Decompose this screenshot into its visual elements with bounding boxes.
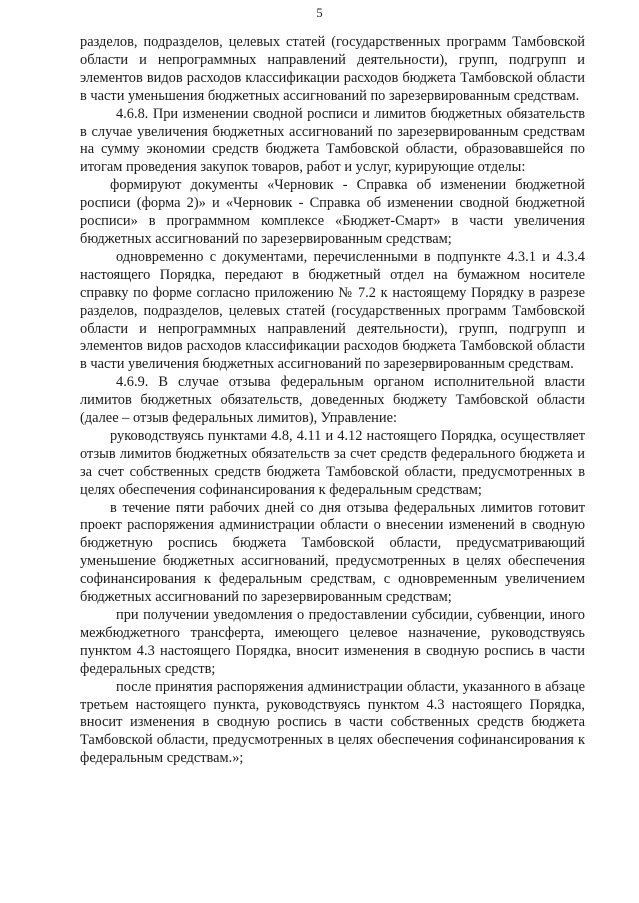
document-body	[80, 34, 585, 768]
paragraph-five-days: в течение пяти рабочих дней со дня отзыва федеральных лимитов готовит проект распоряжения администрации области о внесении изменений в сводную бюджетную роспись бюджета Тамбовской области, предусматривающий уменьшение бюджетных ассигнований, предусмотренных в целях обеспечения софинансирования к федеральным средствам, с одновременным увеличением бюджетных ассигнований по зарезервированным средствам;	[80, 499, 585, 606]
paragraph-simultaneously: одновременно с документами, перечисленными в подпункте 4.3.1 и 4.3.4 настоящего Порядка, передают в бюджетный отдел на бумажном носителе справку по форме согласно приложению № 7.2 к настоящему Порядку в разрезе разделов, подразделов, целевых статей (государственных программ Тамбовской области и непрограммных направлений деятельности), групп, подгрупп и элементов видов расходов классификации расходов бюджета Тамбовской области в части увеличения бюджетных ассигнований по зарезервированным средствам.	[80, 248, 585, 373]
paragraph-form-documents: формируют документы «Черновик - Справка об изменении бюджетной росписи (форма 2)» и «Черновик - Справка об изменении сводной бюджетной росписи» в программном комплексе «Бюджет-Смарт» в части увеличения бюджетных ассигнований по зарезервированным средствам;	[80, 177, 585, 247]
paragraph-4-6-8: 4.6.8. При изменении сводной росписи и лимитов бюджетных обязательств в случае увеличения бюджетных ассигнований по зарезервированным средствам на сумму экономии средств бюджета Тамбовской области, образовавшейся по итогам проведения закупок товаров, работ и услуг, курирующие отделы:	[80, 105, 585, 176]
paragraph-4-6-9: 4.6.9. В случае отзыва федеральным органом исполнительной власти лимитов бюджетных обязательств, доведенных бюджету Тамбовской области (далее – отзыв федеральных лимитов), Управление:	[80, 374, 585, 427]
paragraph-on-notification: при получении уведомления о предоставлении субсидии, субвенции, иного межбюджетного трансферта, имеющего целевое назначение, руководствуясь пунктом 4.3 настоящего Порядка, вносит изменения в сводную роспись в части федеральных средств;	[80, 607, 585, 677]
paragraph-guided-by-points: руководствуясь пунктами 4.8, 4.11 и 4.12 настоящего Порядка, осуществляет отзыв лимитов бюджетных обязательств за счет средств федерального бюджета и за счет собственных средств бюджета Тамбовской области, предусмотренных в целях обеспечения софинансирования к федеральным средствам;	[80, 427, 585, 498]
paragraph-continuation: разделов, подразделов, целевых статей (государственных программ Тамбовской области и непрограммных направлений деятельности), групп, подгрупп и элементов видов расходов классификации расходов бюджета Тамбовской области в части уменьшения бюджетных ассигнований по зарезервированным средствам.	[80, 34, 585, 104]
paragraph-after-adoption: после принятия распоряжения администрации области, указанного в абзаце третьем настоящего пункта, руководствуясь пунктом 4.3 настоящего Порядка, вносит изменения в сводную роспись в части собственных средств бюджета Тамбовской области, предусмотренных в целях обеспечения софинансирования к федеральным средствам.»;	[80, 678, 585, 767]
page-number: 5	[316, 6, 323, 20]
